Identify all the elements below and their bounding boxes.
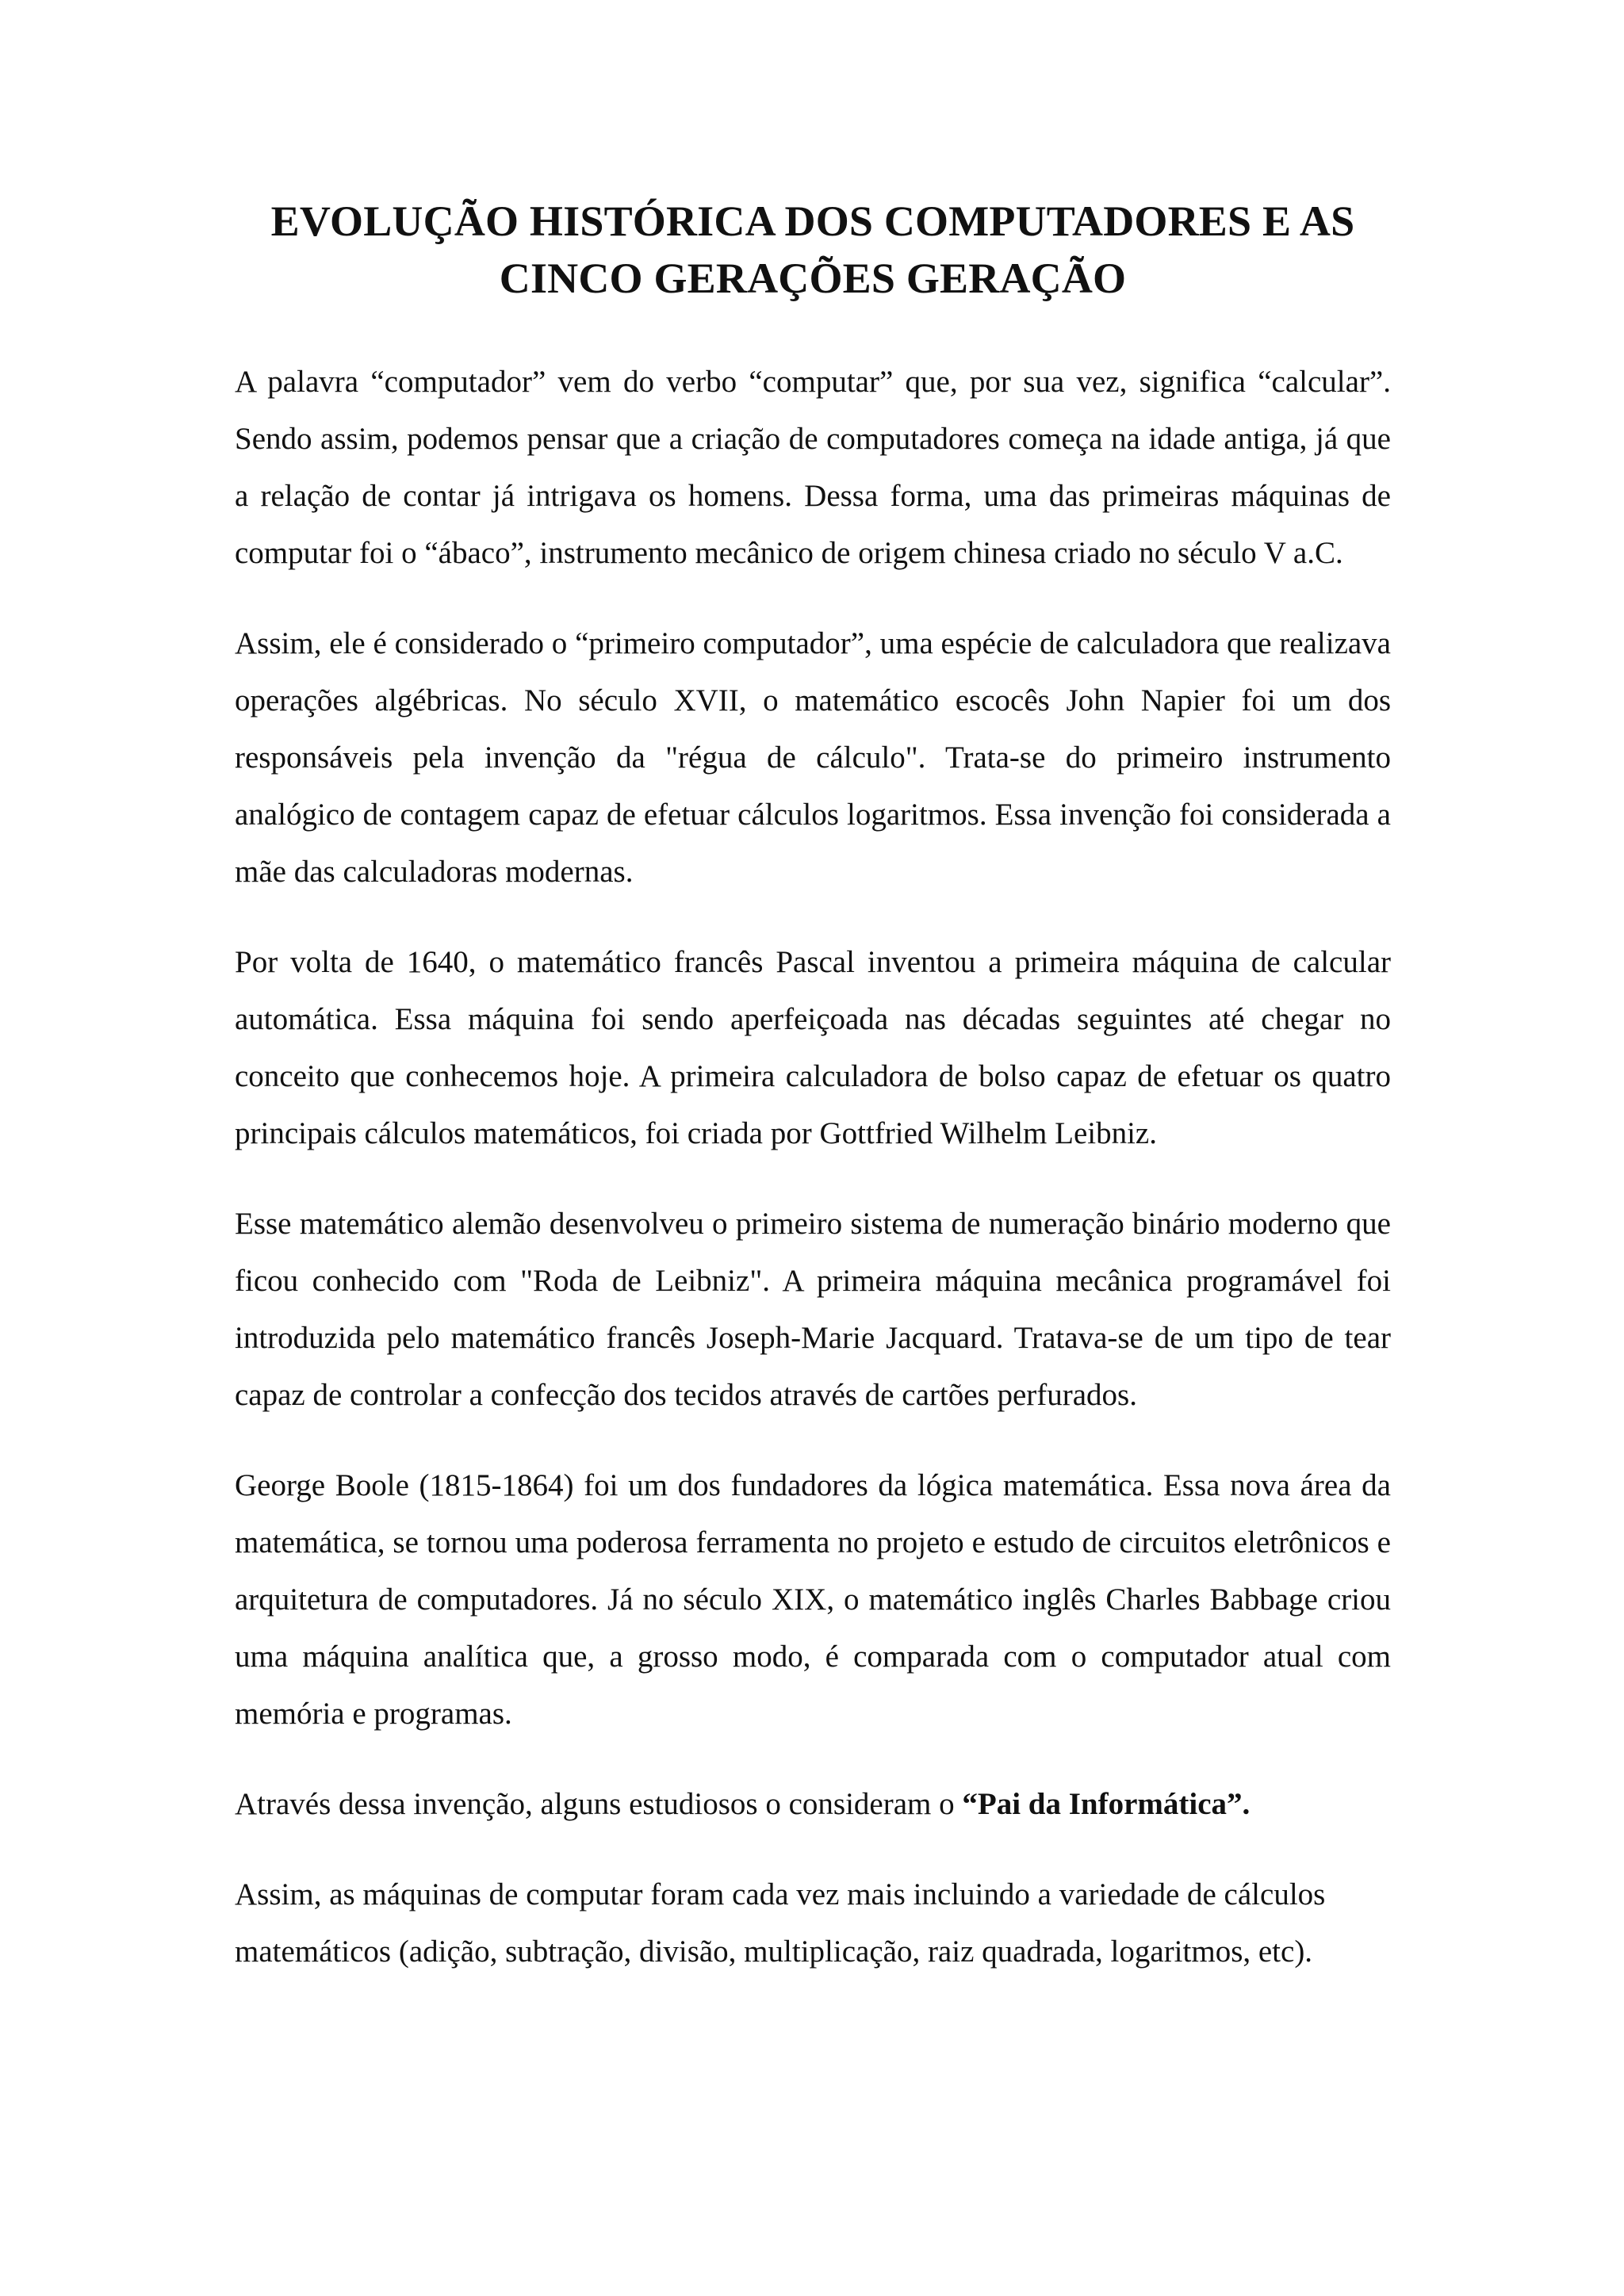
paragraph-3: Por volta de 1640, o matemático francês Pascal inventou a primeira máquina de calcular automática. Essa máquina foi sendo aperfeiçoada nas décadas seguintes até chegar no conceito que conhecemos hoje. A primeira calculadora de bolso capaz de efetuar os quatro principais cálculos matemáticos, foi criada por Gottfried Wilhelm Leibniz. — [235, 945, 1391, 1150]
paragraph-6-text: Através dessa invenção, alguns estudiosos o consideram o — [235, 1787, 963, 1821]
paragraph-4: Esse matemático alemão desenvolveu o primeiro sistema de numeração binário moderno que ficou conhecido com "Roda de Leibniz". A primeira máquina mecânica programável foi introduzida pelo matemático francês Joseph-Marie Jacquard. Tratava-se de um tipo de tear capaz de controlar a confecção dos tecidos através de cartões perfurados. — [235, 1207, 1391, 1412]
document-body — [235, 354, 1391, 2014]
paragraph-1: A palavra “computador” vem do verbo “computar” que, por sua vez, significa “calcular”. Sendo assim, podemos pensar que a criação de computadores começa na idade antiga, já que a relação de contar já intrigava os homens. Dessa forma, uma das primeiras máquinas de computar foi o “ábaco”, instrumento mecânico de origem chinesa criado no século V a.C. — [235, 365, 1391, 570]
document-title: EVOLUÇÃO HISTÓRICA DOS COMPUTADORES E AS CINCO GERAÇÕES GERAÇÃO — [270, 197, 1355, 302]
paragraph-7: Assim, as máquinas de computar foram cada vez mais incluindo a variedade de cálculos matemáticos (adição, subtração, divisão, multiplicação, raiz quadrada, logaritmos, etc). — [235, 1877, 1326, 1969]
paragraph-6 — [235, 1776, 1391, 1833]
paragraph-6-emphasis: “Pai da Informática”. — [962, 1787, 1251, 1821]
paragraph-2: Assim, ele é considerado o “primeiro computador”, uma espécie de calculadora que realizava operações algébricas. No século XVII, o matemático escocês John Napier foi um dos responsáveis pela invenção da "régua de cálculo". Trata-se do primeiro instrumento analógico de contagem capaz de efetuar cálculos logaritmos. Essa invenção foi considerada a mãe das calculadoras modernas. — [235, 626, 1391, 889]
paragraph-5: George Boole (1815-1864) foi um dos fundadores da lógica matemática. Essa nova área da matemática, se tornou uma poderosa ferramenta no projeto e estudo de circuitos eletrônicos e arquitetura de computadores. Já no século XIX, o matemático inglês Charles Babbage criou uma máquina analítica que, a grosso modo, é comparada com o computador atual com memória e programas. — [235, 1468, 1391, 1731]
